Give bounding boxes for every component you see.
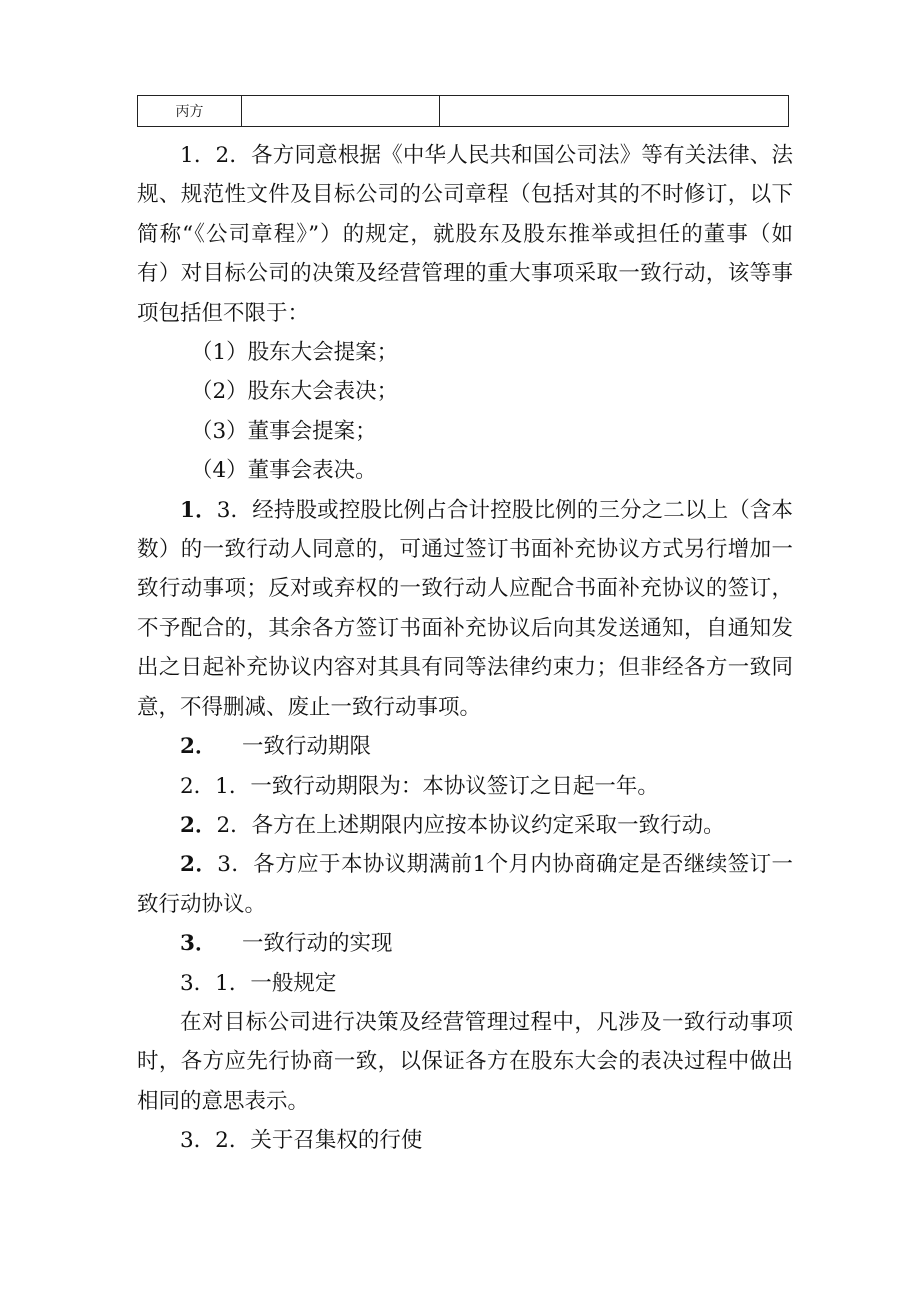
section-heading-3 [137,924,793,963]
party-table [137,95,789,127]
party-name-cell [242,96,440,127]
clause-3-1: 3．1．一般规定 [180,970,337,996]
clause-text: 3．各方应于本协议期满前1个月内协商确定是否继续签订一致行动协议。 [137,852,793,917]
party-label-cell: 丙方 [138,96,242,127]
list-item: （2）股东大会表决； [191,379,399,405]
clause-number: 1． [180,497,217,523]
clause-2-3 [137,845,793,924]
list-item: （3）董事会提案； [191,418,377,444]
clause-number: 2． [180,852,218,878]
clause-number: 2． [180,812,217,838]
list-item: （4）董事会表决。 [191,458,377,484]
section-title: 一致行动期限 [242,734,372,760]
party-info-cell [440,96,789,127]
clause-2-1: 2．1．一致行动期限为：本协议签订之日起一年。 [180,773,659,799]
section-heading-2 [137,727,793,766]
clause-2-2 [137,806,793,845]
clause-1-3 [137,491,793,727]
section-number: 2． [180,734,217,760]
section-number: 3． [180,931,217,957]
clause-1-2: 1．2．各方同意根据《中华人民共和国公司法》等有关法律、法规、规范性文件及目标公司的公司章程（包括对其的不时修订，以下简称“《公司章程》”）的规定，就股东及股东推举或担任的董事（如有）对目标公司的决策及经营管理的重大事项采取一致行动，该等事项包括但不限于： [137,143,793,326]
list-item: （1）股东大会提案； [191,340,399,366]
clause-text: 3．经持股或控股比例占合计控股比例的三分之二以上（含本数）的一致行动人同意的，可通过签订书面补充协议方式另行增加一致行动事项；反对或弃权的一致行动人应配合书面补充协议的签订，不予配合的，其余各方签订书面补充协议后向其发送通知，自通知发出之日起补充协议内容对其具有同等法律约束力；但非经各方一致同意，不得删减、废止一致行动事项。 [137,497,793,720]
clause-3-1-body: 在对目标公司进行决策及经营管理过程中，凡涉及一致行动事项时，各方应先行协商一致，以保证各方在股东大会的表决过程中做出相同的意思表示。 [137,1009,793,1114]
clause-text: 2．各方在上述期限内应按本协议约定采取一致行动。 [216,812,725,838]
table-row [138,96,789,127]
section-title: 一致行动的实现 [242,931,393,957]
clause-3-2: 3．2．关于召集权的行使 [180,1128,423,1154]
document-body [137,136,793,1161]
